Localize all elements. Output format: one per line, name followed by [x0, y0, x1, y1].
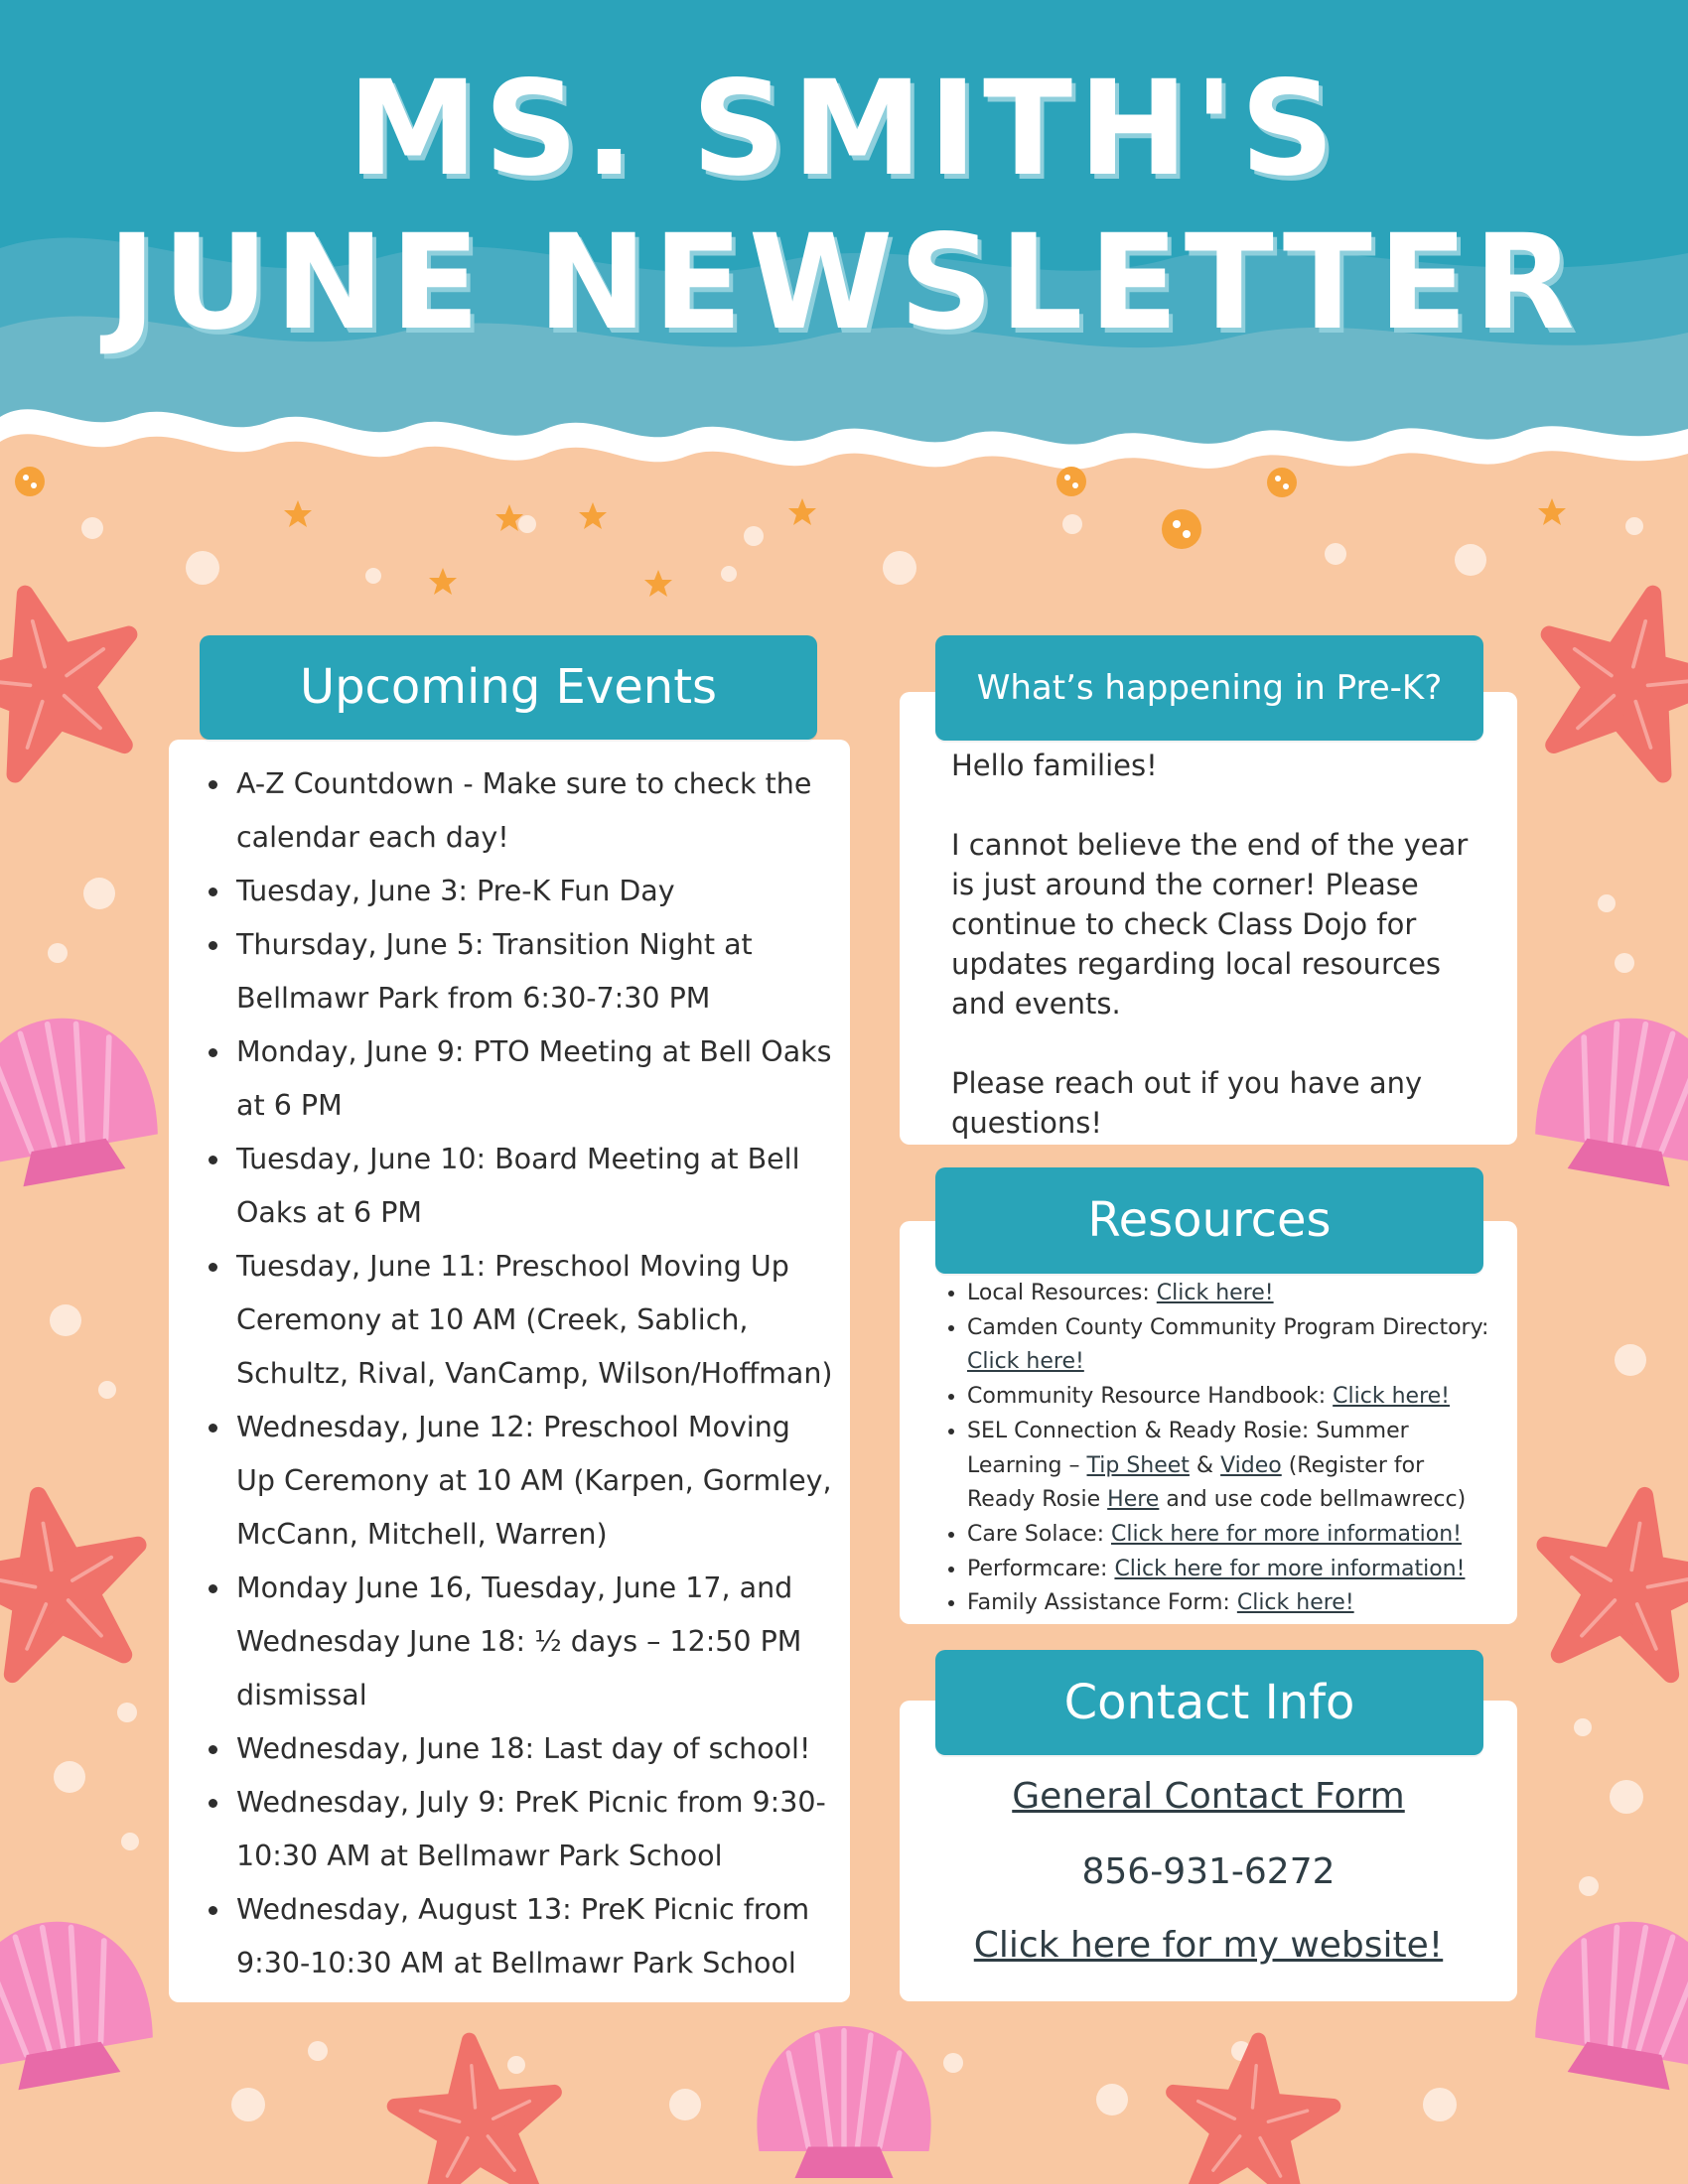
resource-item-local [967, 1277, 1497, 1311]
newsletter-title-line2: JUNE NEWSLETTER [107, 206, 1581, 359]
resource-item-handbook [967, 1380, 1497, 1415]
resources-card [900, 1221, 1517, 1624]
prek-card [900, 692, 1517, 1145]
event-item: • Wednesday, June 18: Last day of school! [232, 1722, 836, 1776]
resource-item-family-assistance [967, 1586, 1497, 1621]
prek-closing: Please reach out if you have any questions! [951, 1066, 1423, 1140]
newsletter-title-line1: MS. SMITH'S [347, 53, 1341, 205]
event-item: • A-Z Countdown - Make sure to check the calendar each day! [232, 757, 836, 865]
event-item: • Wednesday, June 12: Preschool Moving Up Ceremony at 10 AM (Karpen, Gormley, McCann, Mitchell, Warren) [232, 1401, 836, 1562]
event-item: • Monday June 16, Tuesday, June 17, and Wednesday June 18: ½ days – 12:50 PM dismissal [232, 1562, 836, 1722]
prek-message [951, 746, 1477, 1143]
event-item: • Monday, June 9: PTO Meeting at Bell Oaks at 6 PM [232, 1025, 836, 1133]
events-list [201, 757, 836, 1990]
camden-directory-link[interactable]: Click here! [967, 1349, 1084, 1375]
resource-label: SEL Connection & Ready Rosie: Summer Learning – [967, 1418, 1409, 1478]
prek-greeting: Hello families! [951, 749, 1158, 782]
resource-label: Family Assistance Form: [967, 1590, 1237, 1616]
events-card [169, 740, 850, 2002]
handbook-link[interactable]: Click here! [1333, 1384, 1450, 1410]
event-item: • Tuesday, June 11: Preschool Moving Up Ceremony at 10 AM (Creek, Sablich, Schultz, Rival, VanCamp, Wilson/Hoffman) [232, 1240, 836, 1401]
performcare-link[interactable]: Click here for more information! [1114, 1556, 1466, 1581]
resource-label: Performcare: [967, 1556, 1115, 1581]
event-item: • Thursday, June 5: Transition Night at Bellmawr Park from 6:30-7:30 PM [232, 918, 836, 1025]
ready-rosie-here-link[interactable]: Here [1107, 1487, 1160, 1513]
resource-item-care-solace [967, 1518, 1497, 1553]
resource-item-performcare [967, 1553, 1497, 1587]
event-item: • Wednesday, August 13: PreK Picnic from 9:30-10:30 AM at Bellmawr Park School [232, 1883, 836, 1990]
resource-label: Local Resources: [967, 1281, 1157, 1305]
website-link[interactable]: Click here for my website! [973, 1925, 1444, 1966]
family-assistance-link[interactable]: Click here! [1236, 1590, 1354, 1616]
event-item: • Tuesday, June 10: Board Meeting at Bell Oaks at 6 PM [232, 1133, 836, 1240]
resource-label: Camden County Community Program Directory: [967, 1314, 1489, 1340]
prek-heading: What’s happening in Pre-K? [935, 635, 1483, 741]
resource-label: Community Resource Handbook: [967, 1384, 1334, 1410]
resources-heading: Resources [935, 1167, 1483, 1274]
resources-list [937, 1277, 1497, 1621]
events-heading: Upcoming Events [200, 635, 817, 740]
tip-sheet-link[interactable]: Tip Sheet [1086, 1452, 1190, 1478]
local-resources-link[interactable]: Click here! [1156, 1281, 1274, 1305]
care-solace-link[interactable]: Click here for more information! [1111, 1521, 1462, 1547]
event-item: • Wednesday, July 9: PreK Picnic from 9:30-10:30 AM at Bellmawr Park School [232, 1776, 836, 1883]
resource-item-camden [967, 1311, 1497, 1380]
resource-item-sel [967, 1415, 1497, 1518]
resource-text: and use code bellmawrecc) [1159, 1487, 1467, 1513]
contact-heading: Contact Info [935, 1650, 1483, 1755]
resource-label: Care Solace: [967, 1521, 1111, 1547]
event-item: • Tuesday, June 3: Pre-K Fun Day [232, 865, 836, 918]
resource-text: (Register for Ready Rosie [967, 1452, 1425, 1513]
resource-text: & [1189, 1452, 1221, 1478]
contact-phone: 856-931-6272 [1081, 1851, 1336, 1892]
contact-form-link[interactable]: General Contact Form [1012, 1776, 1405, 1817]
video-link[interactable]: Video [1220, 1452, 1282, 1478]
prek-body: I cannot believe the end of the year is just around the corner! Please continue to check Class Dojo for updates regarding local resources and events. [951, 828, 1469, 1021]
